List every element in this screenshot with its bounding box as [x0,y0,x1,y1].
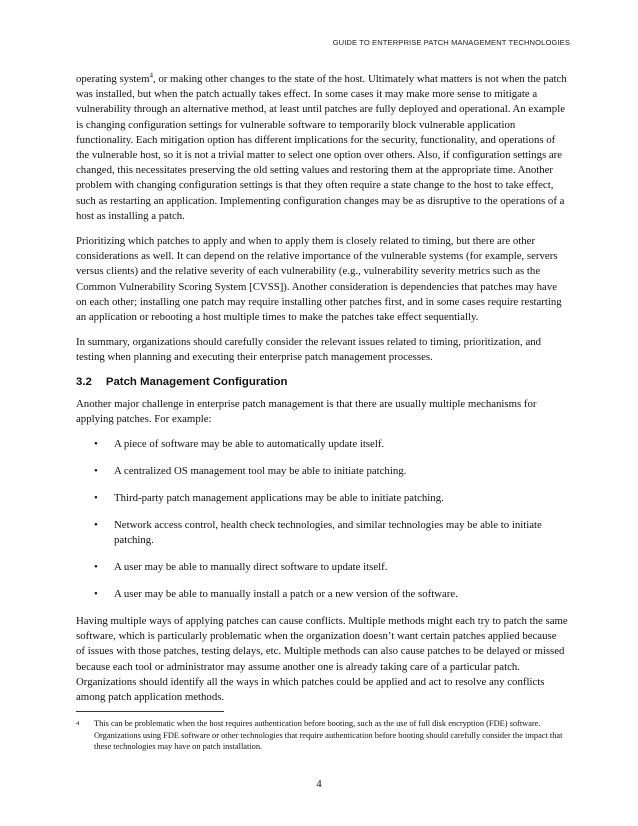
paragraph-intro-mechanisms: Another major challenge in enterprise patch management is that there are usually multiple mechanisms for applying patches. For example: [76,397,537,425]
paragraph-prioritizing: Prioritizing which patches to apply and when to apply them is closely related to timing, but there are other considerations as well. It can depend on the relative importance of the vulnerable systems (for example, servers versus clients) and the relative severity of each vulnerability (e.g., vulnerability severity metrics such as the Common Vulnerability Scoring System [CVSS]). Another consideration is dependencies that patches may have on each other; installing one patch may require installing other patches first, and in some cases require restarting an application or rebooting a host multiple times to make the patches take effect sequentially. [76,235,562,324]
list-item-text: Third-party patch management applications may be able to initiate patching. [114,492,444,505]
bullet-icon: • [94,492,98,505]
paragraph-text: , or making other changes to the state of the host. Ultimately what matters is not when the patch was installed, but when the patch actually takes effect. In some cases it may make more sense to mitigate a vulnerability through an alternative method, at least until patches are fully deployed and operational. An example is changing configuration settings for vulnerable software to temporarily block vulnerable application functionality. Each mitigation option has different implications for the security, functionality, and operations of the vulnerable host, so it is not a trivial matter to select one option over others. Also, if configuration settings are changed, this necessitates preserving the old setting values and restoring them at the appropriate time. Another problem with changing configuration settings is that they often require a state change to the host to take effect, such as restarting an application. Implementing configuration changes may be as disruptive to the operations of a host as installing a patch. [76,73,567,222]
footnote-divider [76,711,224,712]
footnote-number: 4 [76,720,80,727]
list-item-text: A user may be able to manually install a patch or a new version of the software. [114,588,458,601]
list-item-text: A piece of software may be able to automatically update itself. [114,438,385,451]
bullet-icon: • [94,438,98,451]
section-number: 3.2 [76,375,92,388]
list-item-text: Network access control, health check technologies, and similar technologies may be able to initiate patching. [114,519,542,547]
footnote [76,718,568,753]
bullet-icon: • [94,519,98,532]
section-heading [76,376,568,388]
list-item [76,437,568,452]
mechanism-list [76,437,568,602]
list-item [76,491,568,506]
footnote-reference[interactable]: 4 [149,71,153,80]
list-item [76,587,568,602]
paragraph-text: operating system [76,73,150,85]
footnote-text: This can be problematic when the host requires authentication before booting, such as the use of full disk encryption (FDE) software. Organizations using FDE software or other technologies that require authentication before booting should carefully consider the impact that these technologies may have on patch installation. [94,719,563,752]
paragraph-summary: In summary, organizations should carefully consider the relevant issues related to timing, prioritization, and testing when planning and executing their enterprise patch management processes. [76,336,542,364]
bullet-icon: • [94,561,98,574]
list-item-text: A centralized OS management tool may be able to initiate patching. [114,465,407,478]
section-title: Patch Management Configuration [105,375,288,388]
page-number: 4 [316,779,322,790]
running-header: GUIDE TO ENTERPRISE PATCH MANAGEMENT TECHNOLOGIES [332,38,570,47]
list-item [76,464,568,479]
paragraph-mitigation [76,72,568,224]
list-item-text: A user may be able to manually direct software to update itself. [114,561,388,574]
bullet-icon: • [94,465,98,478]
list-item [76,518,568,548]
bullet-icon: • [94,588,98,601]
page-body [76,72,568,715]
paragraph-conflicts: Having multiple ways of applying patches can cause conflicts. Multiple methods might each try to patch the same software, which is particularly problematic when the organization doesn’t want certain patches applied because of issues with those patches, testing delays, etc. Multiple methods can also cause patches to be delayed or missed because each tool or administrator may assume another one is already taking care of a particular patch. Organizations should identify all the ways in which patches could be applied and act to resolve any conflicts among patch application methods. [76,615,568,704]
list-item [76,560,568,575]
